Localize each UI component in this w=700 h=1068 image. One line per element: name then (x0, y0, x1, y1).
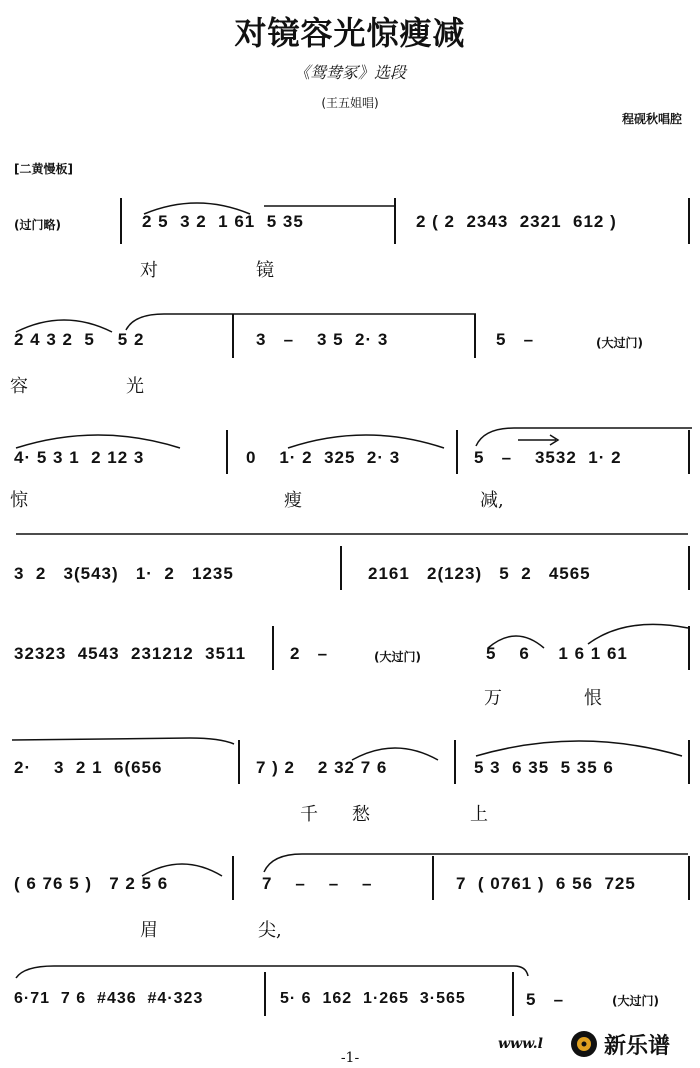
notation-measure: 3 – 3 5 2· 3 (256, 330, 389, 349)
barline (264, 972, 266, 1016)
barline (688, 198, 690, 244)
lyric: 惊 (10, 490, 28, 511)
interlude-annotation: (大过门) (374, 650, 421, 664)
lyric: 容 (10, 376, 28, 397)
notation-measure: 6·71 7 6 #436 #4·323 (14, 990, 204, 1007)
notation-measure: 7 – – – (262, 874, 373, 893)
slur-arc (14, 312, 114, 334)
notation-measure: 4· 5 3 1 2 12 3 (14, 448, 145, 467)
notation-measure: 32323 4543 231212 3511 (14, 644, 247, 663)
notation-measure: 5 – (526, 990, 565, 1009)
notation-measure: ( 6 76 5 ) 7 2 5 6 (14, 874, 169, 893)
slur-arc (10, 732, 236, 746)
mode-label: [二黄慢板] (14, 162, 73, 176)
composer: 程砚秋唱腔 (621, 112, 682, 126)
slur-arc (142, 196, 252, 216)
slur-arc (14, 428, 182, 450)
lyric: 光 (126, 376, 144, 397)
watermark-url: www.l (498, 1036, 543, 1052)
slur-arc (262, 846, 690, 874)
slur-arc (14, 528, 690, 538)
interlude-annotation: (大过门) (596, 336, 643, 350)
notation-measure: 2 ( 2 2343 2321 612 ) (416, 212, 617, 231)
barline (238, 740, 240, 784)
page-title: 对镜容光惊瘦减 (234, 14, 466, 52)
prelude-label: (过门略) (14, 218, 61, 232)
barline (226, 430, 228, 474)
lyric: 恨 (584, 688, 602, 709)
notation-measure: 7 ( 0761 ) 6 56 725 (456, 874, 636, 893)
notation-measure: 5 3 6 35 5 35 6 (474, 758, 614, 777)
notation-measure: 7 ) 2 2 32 7 6 (256, 758, 388, 777)
notation-measure: 5 – (496, 330, 535, 349)
slur-arc (14, 960, 530, 980)
barline (232, 856, 234, 900)
notation-measure: 5 6 1 6 1 61 (486, 644, 628, 663)
notation-measure: 2161 2(123) 5 2 4565 (368, 564, 591, 583)
lyric: 愁 (352, 804, 370, 825)
lyric: 千 (300, 804, 318, 825)
notation-measure: 0 1· 2 325 2· 3 (246, 448, 401, 467)
barline (454, 740, 456, 784)
slur-arc (486, 628, 546, 650)
notation-measure: 2· 3 2 1 6(656 (14, 758, 163, 777)
lyric: 尖, (258, 920, 282, 941)
slur-arc (286, 428, 446, 450)
lyric: 对 (140, 260, 158, 281)
lyric: 瘦 (284, 490, 302, 511)
slur-arc (474, 734, 684, 758)
barline (688, 740, 690, 784)
singer-note: (王五姐唱) (321, 96, 379, 110)
slur-arc (474, 418, 694, 448)
notation-measure: 2 – (290, 644, 329, 663)
slur-arc (262, 196, 398, 216)
barline (456, 430, 458, 474)
lyric: 眉 (140, 920, 158, 941)
barline (340, 546, 342, 590)
notation-measure: 2 4 3 2 5 5 2 (14, 330, 145, 349)
slur-arc (586, 620, 690, 646)
barline (120, 198, 122, 244)
lyric: 镜 (256, 260, 274, 281)
interlude-annotation: (大过门) (612, 994, 659, 1008)
notation-measure: 5 – 3532 1· 2 (474, 448, 622, 467)
watermark-logo-text: 新乐谱 (604, 1034, 671, 1059)
notation-measure: 5· 6 162 1·265 3·565 (280, 990, 466, 1007)
barline (688, 546, 690, 590)
slur-arc (124, 306, 478, 332)
notation-measure: 2 5 3 2 1 61 5 35 (142, 212, 304, 231)
barline (512, 972, 514, 1016)
slur-arc (350, 740, 440, 762)
lyric: 万 (484, 688, 502, 709)
lyric: 减, (480, 490, 504, 511)
slur-arc (140, 856, 224, 878)
notation-measure: 3 2 3(543) 1· 2 1235 (14, 564, 234, 583)
page-number: -1- (340, 1050, 360, 1066)
music-disc-icon (570, 1030, 598, 1058)
barline (272, 626, 274, 670)
subtitle: 《鸳鸯冢》选段 (293, 63, 406, 82)
lyric: 上 (470, 804, 488, 825)
